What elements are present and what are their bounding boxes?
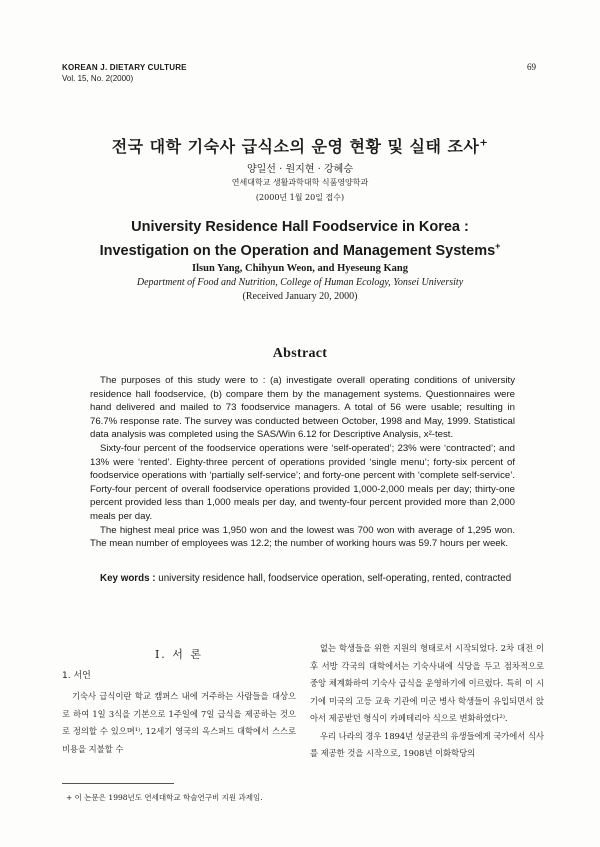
english-received-date: (Received January 20, 2000) <box>242 291 358 302</box>
korean-department: 연세대학교 생활과학대학 식품영양학과 <box>231 178 369 187</box>
english-department: Department of Food and Nutrition, College of Human Ecology, Yonsei University <box>136 277 464 288</box>
abstract-heading: Abstract <box>272 346 328 361</box>
korean-authors: 양일선 · 원지현 · 강혜승 <box>246 164 353 175</box>
korean-received-date: (2000년 1월 20일 접수) <box>255 193 345 202</box>
abstract-body <box>90 374 515 551</box>
english-title-line2: Investigation on the Operation and Management Systems <box>99 242 496 259</box>
korean-title-mark: + <box>479 137 489 149</box>
english-title-line2-wrap <box>0 237 600 261</box>
page-number: 69 <box>527 62 536 72</box>
english-authors: Ilsun Yang, Chihyun Weon, and Hyeseung Kang <box>192 263 408 274</box>
korean-title-text: 전국 대학 기숙사 급식소의 운영 현황 및 실태 조사 <box>111 137 480 156</box>
journal-title: KOREAN J. DIETARY CULTURE <box>62 63 187 72</box>
english-title-mark: + <box>495 241 501 251</box>
journal-header <box>62 62 187 84</box>
keywords-text: university residence hall, foodservice operation, self-operating, rented, contracted <box>158 573 512 584</box>
korean-title <box>0 134 600 157</box>
body-left-paragraph: 기숙사 급식이란 학교 캠퍼스 내에 거주하는 사람들을 대상으로 하여 1일 3식을 기본으로 1주일에 7일 급식을 제공하는 것으로 정의할 수 있으며¹⁾, 12세기 영국의 옥스퍼드 대학에서 스스로 비용을 지불할 수 <box>62 691 296 754</box>
subsection-heading: 1. 서언 <box>62 671 91 681</box>
body-right-paragraph-2: 우리 나라의 경우 1894년 성균관의 유생들에게 국가에서 식사를 제공한 것을 시작으로, 1908년 이화학당의 <box>310 730 544 758</box>
journal-volume: Vol. 15, No. 2(2000) <box>62 74 134 83</box>
keywords-label: Key words : <box>100 573 156 584</box>
body-column-left <box>62 688 296 758</box>
abstract-paragraph-1: The purposes of this study were to : (a) investigate overall operating conditions of university residence hall foodservice, (b) compare them by the management systems. Questionnaires were hand delivered and mailed to 73 foodservice managers. A total of 56 were usable; resulting in 76.7% response rate. The survey was conducted between October, 1998 and May, 1999. Statistical data analysis was completed using the SAS/Win 6.12 for Descriptive Analysis, x²-test. <box>90 375 515 441</box>
english-title-line1: University Residence Hall Foodservice in Korea : <box>131 219 469 235</box>
english-title <box>0 218 600 261</box>
footnote-divider <box>62 783 174 784</box>
section-heading: I. 서 론 <box>154 648 204 661</box>
keywords <box>100 573 520 584</box>
abstract-paragraph-2: Sixty-four percent of the foodservice operations were ‘self-operated’; 23% were ‘contracted’; and 13% were ‘rented’. Eighty-three percent of operations provided ‘single menu’; forty-six percent of foodservice operations with ‘partially self-service’; and forty-one percent with ‘complete self-service’. Forty-four percent of overall foodservice operations provided 1,000-2,000 meals per day; thirty-one percent provided less than 1,000 meals per day, and twenty-four percent provided more than 2,000 meals per day. <box>90 442 515 522</box>
body-right-paragraph-1: 없는 학생들을 위한 지원의 형태로서 시작되었다. 2차 대전 이후 서방 각국의 대학에서는 기숙사내에 식당을 두고 점차적으로 중앙 체계화하여 기숙사 급식을 운영하기에 이르렀다. 특히 이 시기에 미국의 고등 교육 기관에 미군 병사 학생들이 유입되면서 앉아서 제공받던 형식이 카페테리아 식으로 변화하였다²⁾. <box>310 643 544 723</box>
body-column-right <box>310 640 544 763</box>
footnote: + 이 논문은 1998년도 연세대학교 학술연구비 지원 과제임. <box>66 793 263 802</box>
abstract-paragraph-3: The highest meal price was 1,950 won and the lowest was 700 won with average of 1,295 won. The mean number of employees was 12.2; the number of working hours was 59.7 hours per week. <box>90 524 515 550</box>
